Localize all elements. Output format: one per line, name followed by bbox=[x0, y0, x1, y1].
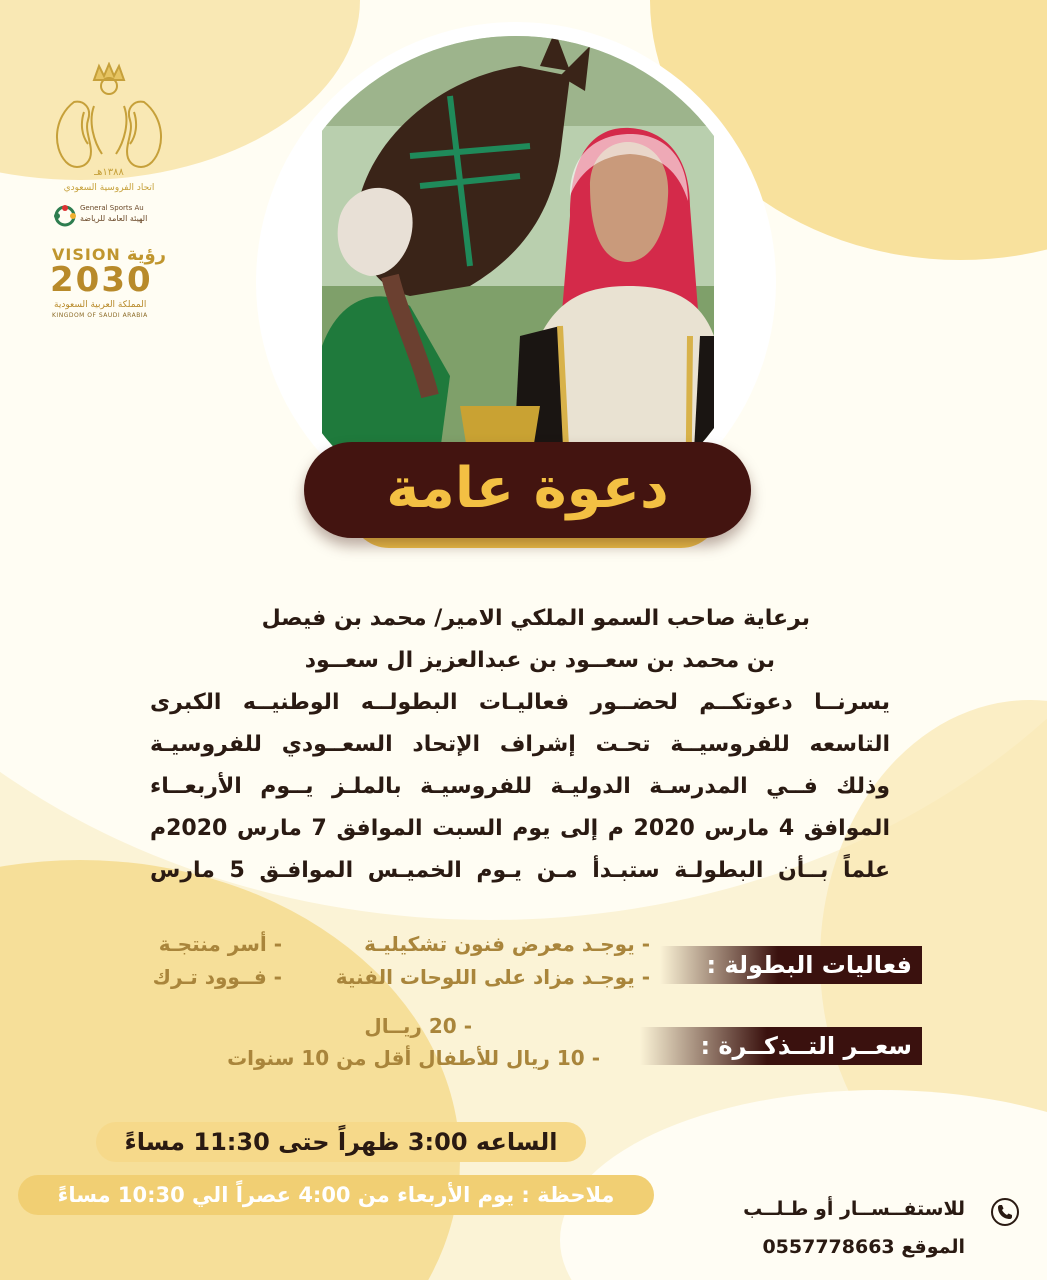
vision-ar: رؤية bbox=[126, 244, 167, 265]
title-banner bbox=[304, 442, 751, 538]
sports-authority-icon bbox=[52, 202, 78, 232]
invitation-line-1: برعاية صاحب السمو الملكي الامير/ محمد بن فيصل bbox=[261, 606, 810, 631]
ticket-price-item: - 10 ريال للأطفال أقل من 10 سنوات bbox=[227, 1046, 600, 1070]
invitation-text bbox=[150, 598, 890, 892]
event-note: ملاحظة : يوم الأربعاء من 4:00 عصراً الي 10:30 مساءً bbox=[57, 1183, 615, 1207]
phone-icon bbox=[990, 1197, 1020, 1227]
contact-phone[interactable]: الموقع 0557778663 bbox=[762, 1236, 965, 1258]
equestrian-federation-logo bbox=[44, 62, 174, 197]
event-item: - أسر منتجـة bbox=[158, 932, 282, 956]
sports-authority-logo bbox=[52, 200, 168, 236]
sports-authority-ar: الهيئة العامة للرياضة bbox=[80, 214, 148, 223]
ticket-label: سعــر التــذكــرة : bbox=[700, 1032, 912, 1060]
event-item: - يوجـد مزاد على اللوحات الفنية bbox=[335, 965, 650, 989]
bg-shape-gold-bottom bbox=[0, 860, 460, 1280]
contact-line-1: للاستفــســار أو طـلــب bbox=[743, 1198, 965, 1220]
ticket-label-bar bbox=[640, 1027, 922, 1065]
sports-authority-en: General Sports Au bbox=[80, 204, 144, 212]
vision-kingdom-en: KINGDOM OF SAUDI ARABIA bbox=[52, 312, 148, 319]
invitation-line-2: بن محمد بن سعــود بن عبدالعزيز ال سعــود bbox=[304, 648, 775, 673]
events-label-bar bbox=[660, 946, 922, 984]
event-item: - يوجـد معرض فنون تشكيليـة bbox=[364, 932, 650, 956]
vision-kingdom-ar: المملكة العربية السعودية bbox=[54, 300, 147, 310]
event-item: - فــوود تـرك bbox=[152, 965, 282, 989]
invitation-line-4: التاسعه للفروسيــة تحـت إشراف الإتحاد السعــودي للفروسيـة bbox=[150, 732, 890, 757]
invitation-line-3: يسرنــا دعوتكــم لحضــور فعاليـات البطولــه الوطنيــه الكبرى bbox=[150, 690, 890, 715]
event-time: الساعه 3:00 ظهراً حتى 11:30 مساءً bbox=[124, 1128, 558, 1156]
invitation-line-6: الموافق 4 مارس 2020 م إلى يوم السبت الموافق 7 مارس 2020م bbox=[150, 816, 890, 841]
ticket-price-item: - 20 ريــال bbox=[364, 1014, 472, 1038]
vision-en: VISION bbox=[52, 245, 121, 264]
vision-year: 2030 bbox=[50, 260, 153, 300]
page-title: دعوة عامة bbox=[386, 456, 669, 521]
svg-text:اتحاد الفروسية السعودي: اتحاد الفروسية السعودي bbox=[63, 183, 155, 193]
invitation-line-7: علماً بــأن البطولـة ستبـدأ مـن يـوم الخميـس الموافـق 5 مارس bbox=[150, 858, 890, 883]
invitation-line-5: وذلك فــي المدرسـة الدوليـة للفروسيـة بالملـز يــوم الأربعــاء bbox=[150, 774, 890, 799]
vision-2030-logo bbox=[44, 242, 172, 324]
events-label: فعاليات البطولة : bbox=[706, 951, 912, 979]
svg-text:١٣٨٨هـ: ١٣٨٨هـ bbox=[94, 167, 124, 178]
note-pill bbox=[18, 1175, 654, 1215]
time-pill bbox=[96, 1122, 586, 1162]
